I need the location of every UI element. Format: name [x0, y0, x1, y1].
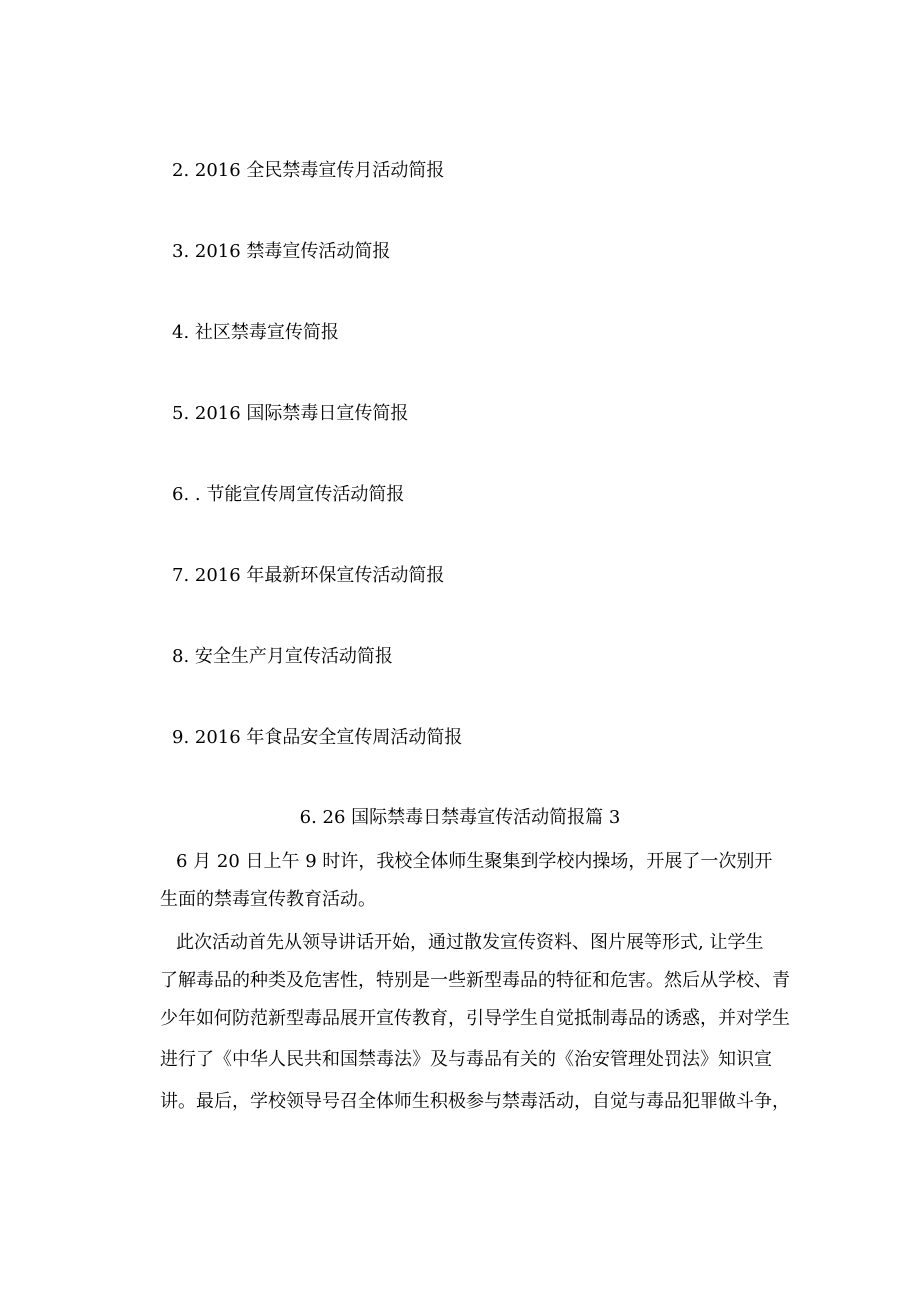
- list-item: 9. 2016 年食品安全宣传周活动简报: [172, 727, 463, 748]
- list-item: 8. 安全生产月宣传活动简报: [172, 646, 393, 667]
- list-item: 6. . 节能宣传周宣传活动简报: [172, 484, 405, 505]
- list-item: 4. 社区禁毒宣传简报: [172, 322, 339, 343]
- section-heading: 6. 26 国际禁毒日禁毒宣传活动简报篇 3: [299, 807, 621, 828]
- paragraph-line: 进行了《中华人民共和国禁毒法》及与毒品有关的《治安管理处罚法》知识宣: [160, 1049, 772, 1070]
- list-item: 5. 2016 国际禁毒日宣传简报: [172, 403, 409, 424]
- paragraph-line: 讲。最后，学校领导号召全体师生积极参与禁毒活动，自觉与毒品犯罪做斗争，: [160, 1091, 790, 1112]
- list-item: 3. 2016 禁毒宣传活动简报: [172, 241, 391, 262]
- paragraph-line: 6 月 20 日上午 9 时许，我校全体师生聚集到学校内操场，开展了一次别开: [176, 851, 773, 872]
- paragraph-line: 了解毒品的种类及危害性，特别是一些新型毒品的特征和危害。然后从学校、青: [160, 970, 790, 991]
- list-item: 7. 2016 年最新环保宣传活动简报: [172, 565, 445, 586]
- list-item: 2. 2016 全民禁毒宣传月活动简报: [172, 160, 445, 181]
- paragraph-line: 少年如何防范新型毒品展开宣传教育，引导学生自觉抵制毒品的诱惑，并对学生: [160, 1008, 790, 1029]
- paragraph-line: 生面的禁毒宣传教育活动。: [160, 889, 376, 910]
- paragraph-line: 此次活动首先从领导讲话开始，通过散发宣传资料、图片展等形式, 让学生: [176, 932, 764, 953]
